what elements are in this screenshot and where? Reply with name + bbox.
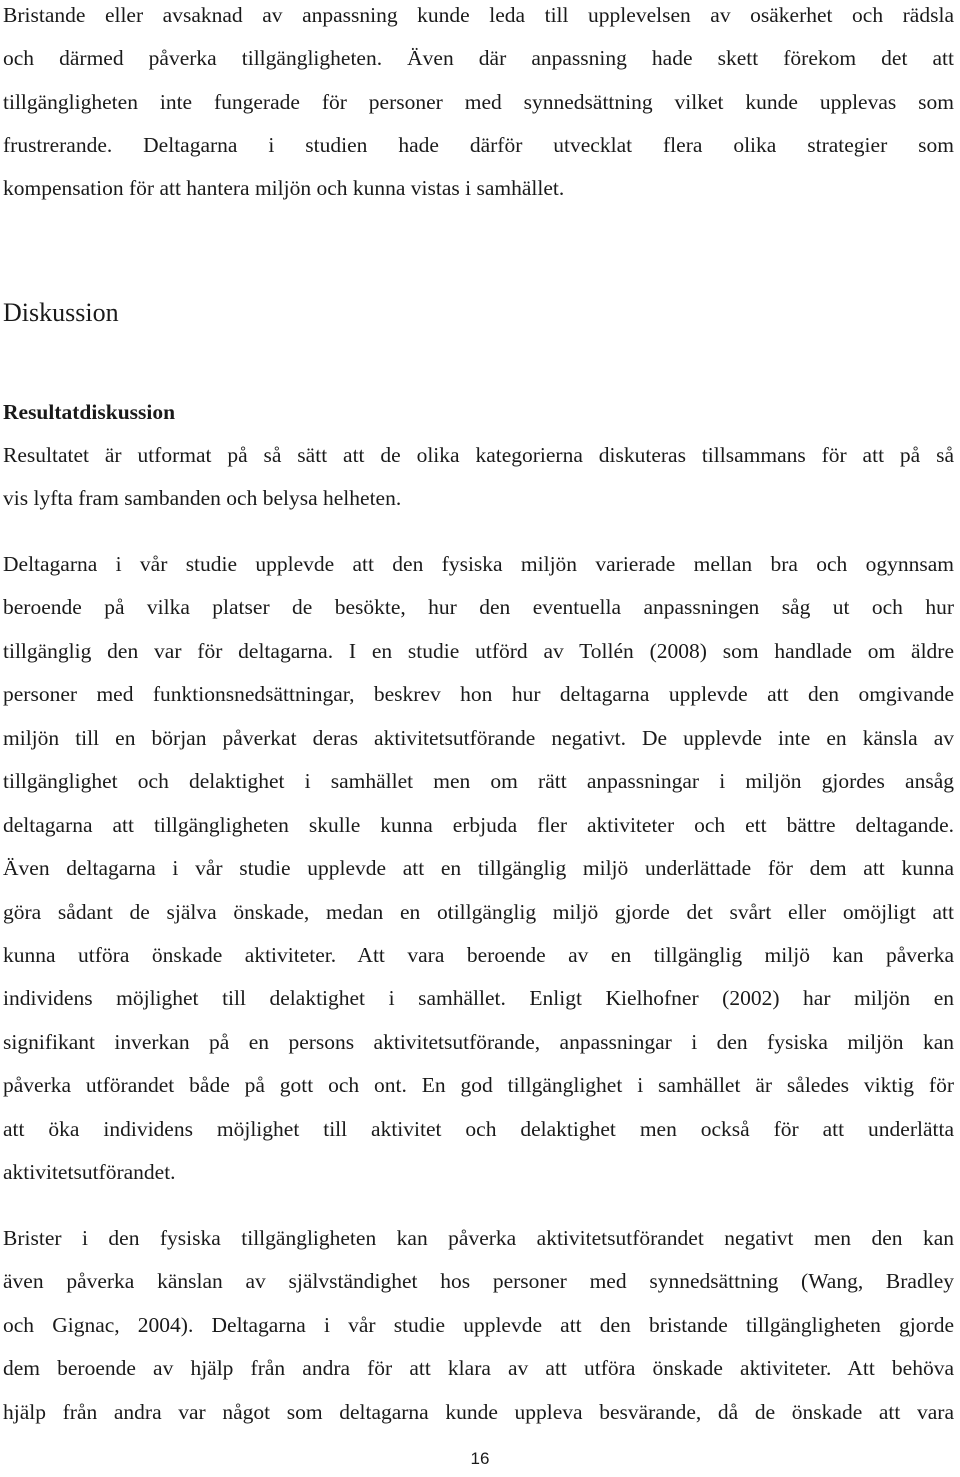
text-line: vis lyfta fram sambanden och belysa helheten. xyxy=(3,486,402,510)
text-line: Deltagarna i vår studie upplevde att den fysiska miljön varierade mellan bra och ogynnsam xyxy=(3,552,954,576)
text-line: frustrerande. Deltagarna i studien hade därför utvecklat flera olika strategier som xyxy=(3,133,954,157)
text-line: hjälp från andra var något som deltagarna kunde uppleva besvärande, då de önskade att vara xyxy=(3,1400,954,1424)
text-line: att öka individens möjlighet till aktivitet och delaktighet men också för att underlätta xyxy=(3,1117,954,1141)
text-line: signifikant inverkan på en persons aktivitetsutförande, anpassningar i den fysiska miljön kan xyxy=(3,1030,954,1054)
subsection-heading: Resultatdiskussion xyxy=(3,400,176,424)
text-line: beroende på vilka platser de besökte, hur den eventuella anpassningen såg ut och hur xyxy=(3,595,954,619)
text-line: och därmed påverka tillgängligheten. Även där anpassning hade skett förekom det att xyxy=(3,46,954,70)
text-line: även påverka känslan av självständighet hos personer med synnedsättning (Wang, Bradley xyxy=(3,1269,954,1293)
text-line: miljön till en början påverkat deras aktivitetsutförande negativt. De upplevde inte en känsla av xyxy=(3,726,954,750)
text-line: göra sådant de själva önskade, medan en otillgänglig miljö gjorde det svårt eller omöjligt att xyxy=(3,900,954,924)
page-number: 16 xyxy=(470,1449,490,1468)
text-line: tillgänglighet och delaktighet i samhället men om rätt anpassningar i miljön gjordes ansåg xyxy=(3,769,954,793)
text-line: Även deltagarna i vår studie upplevde att en tillgänglig miljö underlättade för dem att kunna xyxy=(3,856,954,880)
text-line: Brister i den fysiska tillgängligheten kan påverka aktivitetsutförandet negativt men den kan xyxy=(3,1226,954,1250)
text-line: deltagarna att tillgängligheten skulle kunna erbjuda fler aktiviteter och ett bättre deltagande. xyxy=(3,813,954,837)
text-line: kompensation för att hantera miljön och kunna vistas i samhället. xyxy=(3,176,565,200)
text-line: individens möjlighet till delaktighet i samhället. Enligt Kielhofner (2002) har miljön en xyxy=(3,986,954,1010)
text-line: tillgänglig den var för deltagarna. I en studie utförd av Tollén (2008) som handlade om äldre xyxy=(3,639,954,663)
text-line: dem beroende av hjälp från andra för att klara av att utföra önskade aktiviteter. Att behöva xyxy=(3,1356,954,1380)
text-line: och Gignac, 2004). Deltagarna i vår studie upplevde att den bristande tillgängligheten gjorde xyxy=(3,1313,954,1337)
text-line: Resultatet är utformat på så sätt att de olika kategorierna diskuteras tillsammans för att på så xyxy=(3,443,954,467)
section-heading: Diskussion xyxy=(3,298,119,327)
text-line: kunna utföra önskade aktiviteter. Att vara beroende av en tillgänglig miljö kan påverka xyxy=(3,943,954,967)
text-line: tillgängligheten inte fungerade för personer med synnedsättning vilket kunde upplevas som xyxy=(3,90,954,114)
text-line: påverka utförandet både på gott och ont. En god tillgänglighet i samhället är således viktig för xyxy=(3,1073,954,1097)
text-line: aktivitetsutförandet. xyxy=(3,1160,176,1184)
text-line: personer med funktionsnedsättningar, beskrev hon hur deltagarna upplevde att den omgivande xyxy=(3,682,954,706)
text-line: Bristande eller avsaknad av anpassning kunde leda till upplevelsen av osäkerhet och rädsla xyxy=(3,3,954,27)
